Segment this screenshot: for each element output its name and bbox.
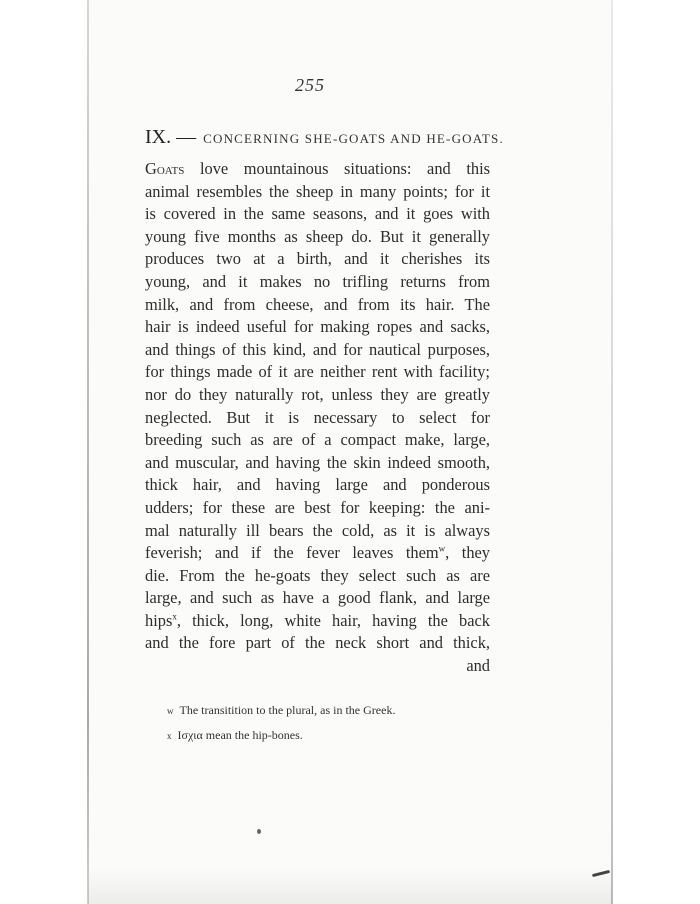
line-text: breeding such as are of a compact make, large, xyxy=(145,430,490,450)
line-text: , they xyxy=(445,543,490,563)
drop-word: Goats xyxy=(145,159,185,178)
line-text: and things of this kind, and for nautical purposes, xyxy=(145,339,490,359)
text-line xyxy=(145,248,490,271)
section-title: CONCERNING SHE-GOATS AND HE-GOATS. xyxy=(203,131,504,146)
section-heading xyxy=(145,126,545,149)
footnote-text: Ισχια mean the hip-bones. xyxy=(177,728,303,742)
line-text: hair is indeed useful for making ropes and sacks, xyxy=(145,317,490,337)
text-line xyxy=(145,384,490,407)
footnote-ref: w xyxy=(438,543,446,554)
footnotes xyxy=(167,698,487,748)
line-text: produces two at a birth, and it cherishes its xyxy=(145,249,490,269)
line-text: and muscular, and having the skin indeed smooth, xyxy=(145,452,490,472)
line-text: animal resembles the sheep in many points; for it xyxy=(145,181,490,201)
line-text: feverish; and if the fever leaves them xyxy=(145,543,439,563)
footnote xyxy=(167,723,487,748)
line-text: and xyxy=(466,656,490,676)
line-text: young five months as sheep do. But it generally xyxy=(145,226,490,246)
line-text: , thick, long, white hair, having the back xyxy=(176,610,490,630)
footnote-mark: w xyxy=(167,706,174,716)
line-text: and the fore part of the neck short and thick, xyxy=(145,633,490,653)
text-line xyxy=(145,429,490,452)
text-line xyxy=(145,565,490,588)
line-text: is covered in the same seasons, and it goes with xyxy=(145,204,490,224)
line-text: die. From the he-goats they select such as are xyxy=(145,565,490,585)
line-text: udders; for these are best for keeping: the ani- xyxy=(145,497,490,517)
page-left-edge xyxy=(87,0,89,904)
text-line xyxy=(145,520,490,543)
line-text: milk, and from cheese, and from its hair. The xyxy=(145,294,490,314)
text-line xyxy=(145,361,490,384)
line-text: nor do they naturally rot, unless they are greatly xyxy=(145,384,490,404)
line-text: large, and such as have a good flank, and large xyxy=(145,588,490,608)
text-line xyxy=(145,181,490,204)
text-line xyxy=(145,158,490,181)
line-text: hips xyxy=(145,610,173,630)
footnote-text: The transitition to the plural, as in the Greek. xyxy=(179,703,396,717)
text-line xyxy=(145,294,490,317)
page-right-edge xyxy=(611,0,613,904)
text-line xyxy=(145,632,490,655)
text-line xyxy=(145,452,490,475)
line-text: mal naturally ill bears the cold, as it is always xyxy=(145,520,490,540)
text-line xyxy=(145,407,490,430)
footnote-ref: x xyxy=(172,611,177,622)
line-text: love mountainous situations: and this xyxy=(184,159,490,178)
text-line xyxy=(145,497,490,520)
page-bottom-shadow xyxy=(88,868,612,904)
text-line xyxy=(145,203,490,226)
footnote xyxy=(167,698,487,723)
text-line xyxy=(145,474,490,497)
text-line xyxy=(145,610,490,633)
text-line xyxy=(145,655,490,678)
footnote-mark: x xyxy=(167,731,172,741)
text-line xyxy=(145,339,490,362)
paper-speck xyxy=(257,829,261,834)
line-text: for things made of it are neither rent with facility; xyxy=(145,362,490,382)
line-text: young, and it makes no trifling returns from xyxy=(145,271,490,291)
text-line xyxy=(145,271,490,294)
text-line xyxy=(145,587,490,610)
text-line xyxy=(145,226,490,249)
section-numeral: IX. — xyxy=(145,126,197,148)
text-line xyxy=(145,542,490,565)
line-text: thick hair, and having large and ponderous xyxy=(145,475,490,495)
body-text xyxy=(145,158,490,678)
page-number: 255 xyxy=(295,75,325,95)
line-text: neglected. But it is necessary to select for xyxy=(145,407,490,427)
text-line xyxy=(145,316,490,339)
